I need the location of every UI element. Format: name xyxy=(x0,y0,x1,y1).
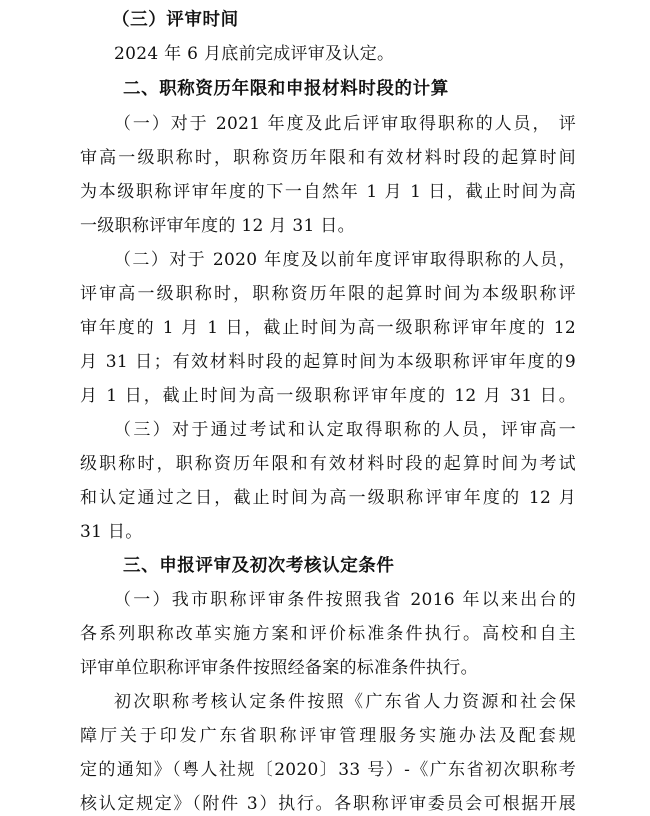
section-heading-3: 三、申报评审及初次考核认定条件 xyxy=(123,556,395,576)
paragraph-line: 障厅关于印发广东省职称评审管理服务实施办法及配套规 xyxy=(80,726,576,746)
paragraph-line: 为本级职称评审年度的下一自然年 1 月 1 日，截止时间为高 xyxy=(80,182,576,202)
paragraph-timeline: 2024 年 6 月底前完成评审及认定。 xyxy=(114,44,395,64)
paragraph-line: 月 1 日，截止时间为高一级职称评审年度的 12 月 31 日。 xyxy=(80,386,576,406)
paragraph-line: 各系列职称改革实施方案和评价标准条件执行。高校和自主 xyxy=(80,624,576,644)
paragraph-line: 级职称时，职称资历年限和有效材料时段的起算时间为考试 xyxy=(80,454,576,474)
paragraph-line: 和认定通过之日，截止时间为高一级职称评审年度的 12 月 xyxy=(80,488,576,508)
paragraph-line: 核认定规定》（附件 3）执行。各职称评审委员会可根据开展 xyxy=(80,794,576,814)
paragraph-line: 评审单位职称评审条件按照经备案的标准条件执行。 xyxy=(80,658,478,678)
paragraph-line: 定的通知》（粤人社规〔2020〕33 号）-《广东省初次职称考 xyxy=(80,760,576,780)
paragraph-line: 31 日。 xyxy=(80,522,143,542)
paragraph-line: （三）对于通过考试和认定取得职称的人员，评审高一 xyxy=(114,420,576,440)
paragraph-line: 一级职称评审年度的 12 月 31 日。 xyxy=(80,216,355,236)
paragraph-line: 审高一级职称时，职称资历年限和有效材料时段的起算时间 xyxy=(80,148,576,168)
paragraph-line: （一）对于 2021 年度及此后评审取得职称的人员， 评 xyxy=(114,114,576,134)
paragraph-line: 评审高一级职称时，职称资历年限的起算时间为本级职称评 xyxy=(80,284,576,304)
paragraph-line: 初次职称考核认定条件按照《广东省人力资源和社会保 xyxy=(114,692,576,712)
paragraph-line: （一）我市职称评审条件按照我省 2016 年以来出台的 xyxy=(114,590,576,610)
sub-heading-review-time: （三）评审时间 xyxy=(112,10,239,30)
section-heading-2: 二、职称资历年限和申报材料时段的计算 xyxy=(123,79,449,99)
paragraph-line: 审年度的 1 月 1 日，截止时间为高一级职称评审年度的 12 xyxy=(80,318,576,338)
paragraph-line: 月 31 日；有效材料时段的起算时间为本级职称评审年度的9 xyxy=(80,352,576,372)
paragraph-line: （二）对于 2020 年度及以前年度评审取得职称的人员， xyxy=(114,250,576,270)
